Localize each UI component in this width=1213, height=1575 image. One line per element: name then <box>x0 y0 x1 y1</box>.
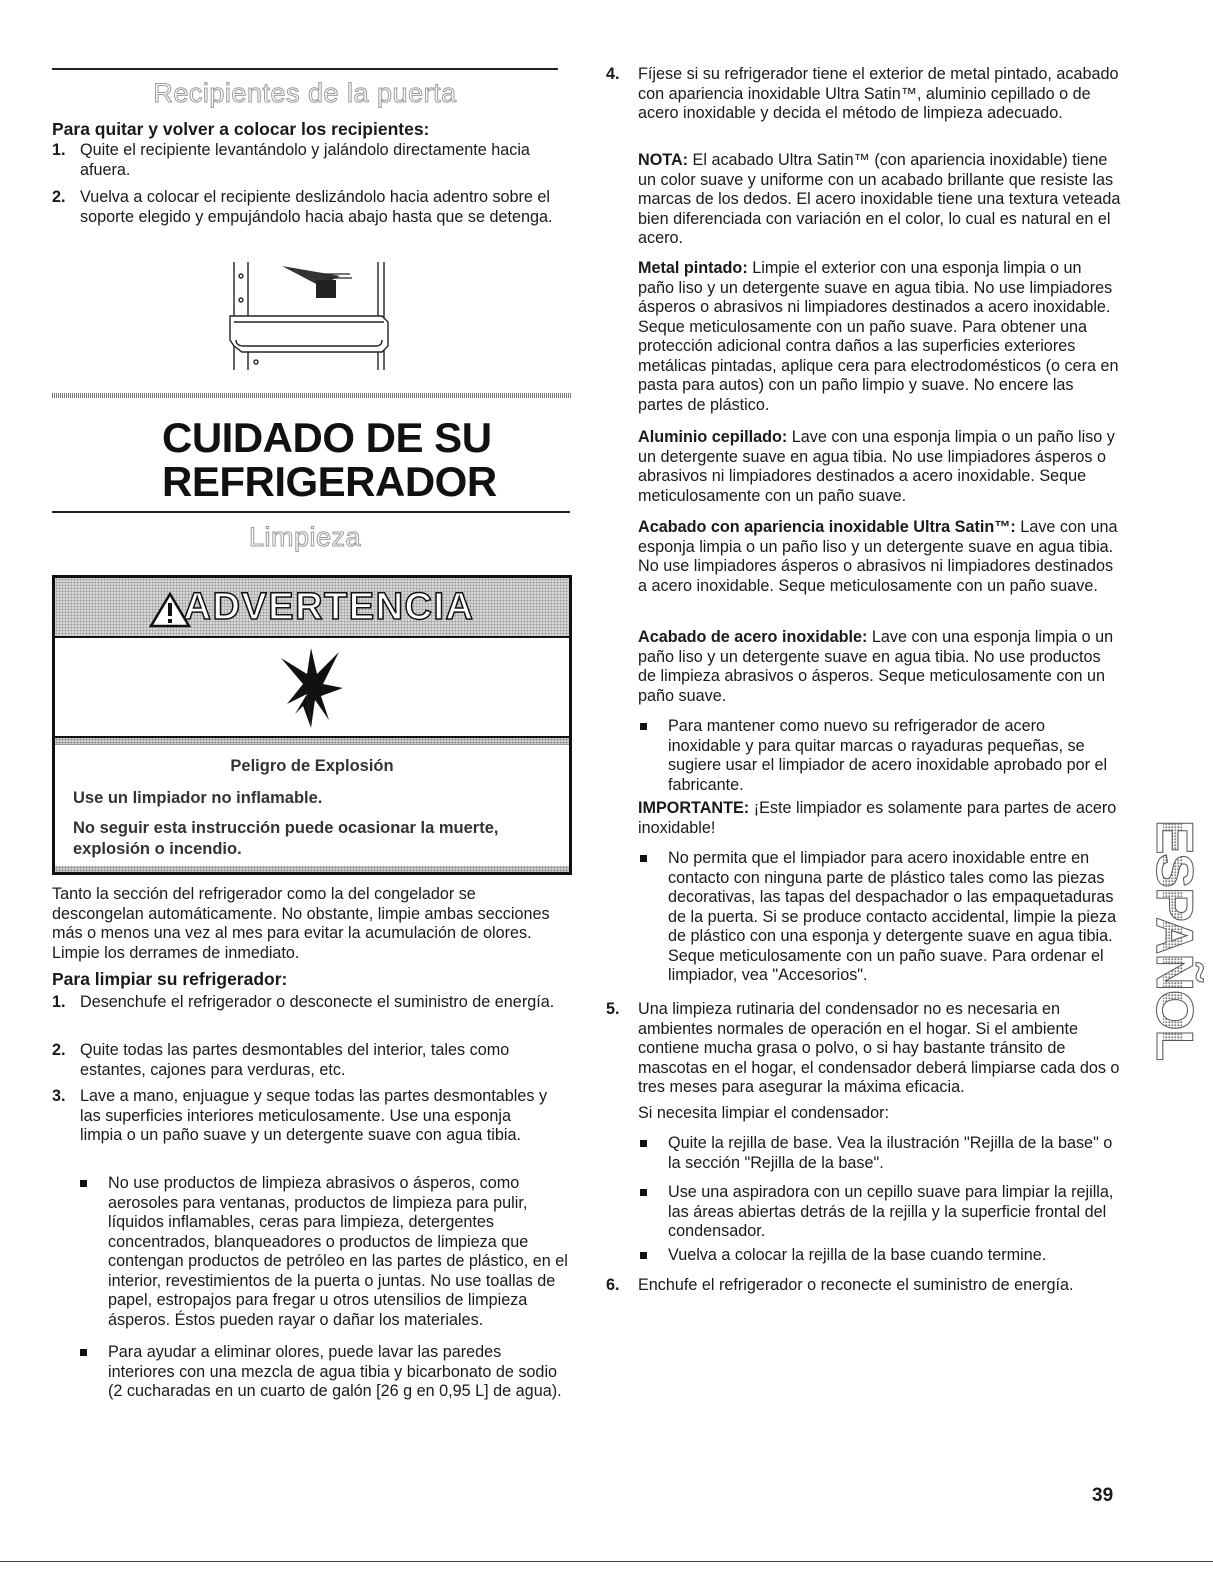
warning-instruction: Use un limpiador no inflamable. <box>73 789 323 807</box>
remove-bins-subhead: Para quitar y volver a colocar los recipientes: <box>52 119 430 139</box>
brushed-aluminum-label: Aluminio cepillado: <box>638 428 788 446</box>
door-bin-illustration <box>222 256 394 372</box>
clean-subhead: Para limpiar su refrigerador: <box>52 969 288 989</box>
step-text: Quite el recipiente levantándolo y jalándolo directamente hacia afuera. <box>80 141 530 179</box>
warning-consequence: No seguir esta instrucción puede ocasionar la muerte, explosión o incendio. <box>73 819 499 858</box>
step-text: Una limpieza rutinaria del condensador no es necesaria en ambientes normales de operación en el hogar. Si el ambiente contiene mucha grasa o polvo, o si hay bastante tránsito de mascotas en el hogar, el condensador deberá limpiarse cada dos o tres meses para asegurar la máxima eficacia. <box>638 1000 1120 1096</box>
stainless-paragraph <box>638 628 1122 706</box>
step-number: 6. <box>606 1276 620 1294</box>
painted-metal-text: Limpie el exterior con una esponja limpia o un paño liso y un detergente suave en agua tibia. No use limpiadores ásperos o abrasivos ni limpiadores destinados a acero inoxidable. Seque meticulosamente con un paño suave. Para obtener una protección adicional contra daños a las superficies exteriores metálicas pintadas, aplique cera para electrodomésticos (o cera en pasta para autos) con un paño limpio y suave. No encere las partes de plástico. <box>638 259 1119 414</box>
step-text: Lave a mano, enjuague y seque todas las partes desmontables y las superficies interiores meticulosamente. Use una esponja limpia o un paño suave y un detergente suave con agua tibia. <box>80 1087 548 1144</box>
painted-metal-label: Metal pintado: <box>638 259 748 277</box>
important-paragraph <box>638 799 1122 838</box>
step-number: 5. <box>606 1000 620 1018</box>
step-number: 1. <box>52 993 66 1011</box>
section-title-line2: REFRIGERADOR <box>162 458 497 505</box>
ultra-satin-text: Lave con una esponja limpia o un paño liso y un detergente suave en agua tibia. No use limpiadores ásperos o abrasivos ni limpiadores destinados a acero inoxidable. Seque meticulosamente con un paño suave. <box>638 518 1118 595</box>
brushed-aluminum-text: Lave con una esponja limpia o un paño liso y un detergente suave en agua tibia. No use limpiadores ásperos o abrasivos ni limpiadores destinados a acero inoxidable. Seque meticulosamente con un paño suave. <box>638 428 1115 505</box>
page-number: 39 <box>1092 1485 1114 1506</box>
bullet-text: Para ayudar a eliminar olores, puede lavar las paredes interiores con una mezcla de agua tibia y bicarbonato de sodio (2 cucharadas en un cuarto de galón [26 g en 0,95 L] de agua). <box>108 1343 562 1400</box>
door-bins-heading: Recipientes de la puerta <box>153 78 457 108</box>
cleaning-heading: Limpieza <box>248 522 362 552</box>
bullet-square-icon <box>640 723 647 730</box>
warning-separator <box>55 736 569 745</box>
step-number: 3. <box>52 1087 66 1105</box>
nota-text: El acabado Ultra Satin™ (con apariencia inoxidable) tiene un color suave y uniforme con un acabado brillante que resiste las marcas de los dedos. El acero inoxidable tiene una textura veteada bien diferenciada con variación en el color, lo cual es natural en el acero. <box>638 151 1121 247</box>
step-text: Quite todas las partes desmontables del interior, tales como estantes, cajones para verduras, etc. <box>80 1041 510 1079</box>
bullet-square-icon <box>640 1189 647 1196</box>
bullet-text: No permita que el limpiador para acero inoxidable entre en contacto con ninguna parte de plástico tales como las piezas decorativas, las tapas del despachador o las empaquetaduras de la puerta. Si se produce contacto accidental, limpie la pieza de plástico con una esponja y detergente suave en agua tibia. Seque meticulosamente con un paño suave. Para ordenar el limpiador, vea "Accesorios". <box>668 849 1117 984</box>
language-label: ESPAÑOL <box>1144 819 1203 1061</box>
step-number: 1. <box>52 141 66 159</box>
step5-subtext: Si necesita limpiar el condensador: <box>638 1104 890 1122</box>
language-side-tab <box>1144 815 1203 1065</box>
stainless-label: Acabado de acero inoxidable: <box>638 628 868 646</box>
bullet-text: Para mantener como nuevo su refrigerador de acero inoxidable y para quitar marcas o rayaduras pequeñas, se sugiere usar el limpiador de acero inoxidable aprobado por el fabricante. <box>668 717 1108 794</box>
bullet-text: No use productos de limpieza abrasivos o ásperos, como aerosoles para ventanas, productos de limpieza para pulir, líquidos inflamables, ceras para limpieza, detergentes concentrados, blanqueadores o productos de limpieza que contengan productos de petróleo en las partes de plástico, en el interior, revestimientos de la puerta o juntas. No use toallas de papel, estropajos para fregar u otros utensilios de limpieza ásperos. Éstos pueden rayar o dañar los materiales. <box>108 1174 568 1329</box>
bullet-text: Use una aspiradora con un cepillo suave para limpiar la rejilla, las áreas abiertas detrás de la rejilla y la superficie frontal del condensador. <box>668 1183 1114 1240</box>
step-text: Desenchufe el refrigerador o desconecte el suministro de energía. <box>80 993 555 1011</box>
hazard-type: Peligro de Explosión <box>230 757 394 775</box>
bullet-square-icon <box>640 1252 647 1259</box>
important-label: IMPORTANTE: <box>638 799 750 817</box>
painted-metal-paragraph <box>638 259 1122 415</box>
step-text: Vuelva a colocar el recipiente deslizándolo hacia adentro sobre el soporte elegido y empujándolo hacia abajo hasta que se detenga. <box>80 188 553 226</box>
step-text: Enchufe el refrigerador o reconecte el suministro de energía. <box>638 1276 1074 1294</box>
bullet-square-icon <box>640 1140 647 1147</box>
warning-header <box>55 578 569 638</box>
intro-paragraph: Tanto la sección del refrigerador como la del congelador se descongelan automáticamente. No obstante, limpie ambas secciones más o menos una vez al mes para evitar la acumulación de olores. Limpie los derrames de inmediato. <box>52 885 550 962</box>
warning-bottom-band <box>55 866 569 872</box>
bullet-square-icon <box>80 1180 87 1187</box>
step-number: 2. <box>52 188 66 206</box>
step-text: Fíjese si su refrigerador tiene el exterior de metal pintado, acabado con apariencia inoxidable Ultra Satin™, aluminio cepillado o de acero inoxidable y decida el método de limpieza adecuado. <box>638 65 1119 122</box>
bullet-text: Quite la rejilla de base. Vea la ilustración "Rejilla de la base" o la sección "Rejilla de la base". <box>668 1134 1113 1172</box>
bullet-square-icon <box>80 1349 87 1356</box>
step-number: 2. <box>52 1041 66 1059</box>
ultra-satin-paragraph <box>638 518 1122 596</box>
step-number: 4. <box>606 65 620 83</box>
warning-box <box>52 575 572 875</box>
bottom-rule <box>0 1561 1213 1562</box>
dotted-divider <box>52 393 572 398</box>
important-text: ¡Este limpiador es solamente para partes de acero inoxidable! <box>638 799 1117 837</box>
bullet-square-icon <box>640 855 647 862</box>
top-rule-left <box>52 68 558 70</box>
warning-title: ADVERTENCIA <box>183 586 475 628</box>
nota-paragraph <box>638 151 1122 249</box>
nota-label: NOTA: <box>638 151 689 169</box>
mid-rule-left <box>52 511 570 513</box>
stainless-text: Lave con una esponja limpia o un paño liso y un detergente suave en agua tibia. No use productos de limpieza abrasivos o ásperos. Seque meticulosamente con un paño suave. <box>638 628 1114 705</box>
ultra-satin-label: Acabado con apariencia inoxidable Ultra Satin™: <box>638 518 1016 536</box>
brushed-aluminum-paragraph <box>638 428 1122 506</box>
bullet-text: Vuelva a colocar la rejilla de la base cuando termine. <box>668 1246 1047 1264</box>
explosion-icon <box>277 644 347 730</box>
section-title-line1: CUIDADO DE SU <box>162 414 492 461</box>
